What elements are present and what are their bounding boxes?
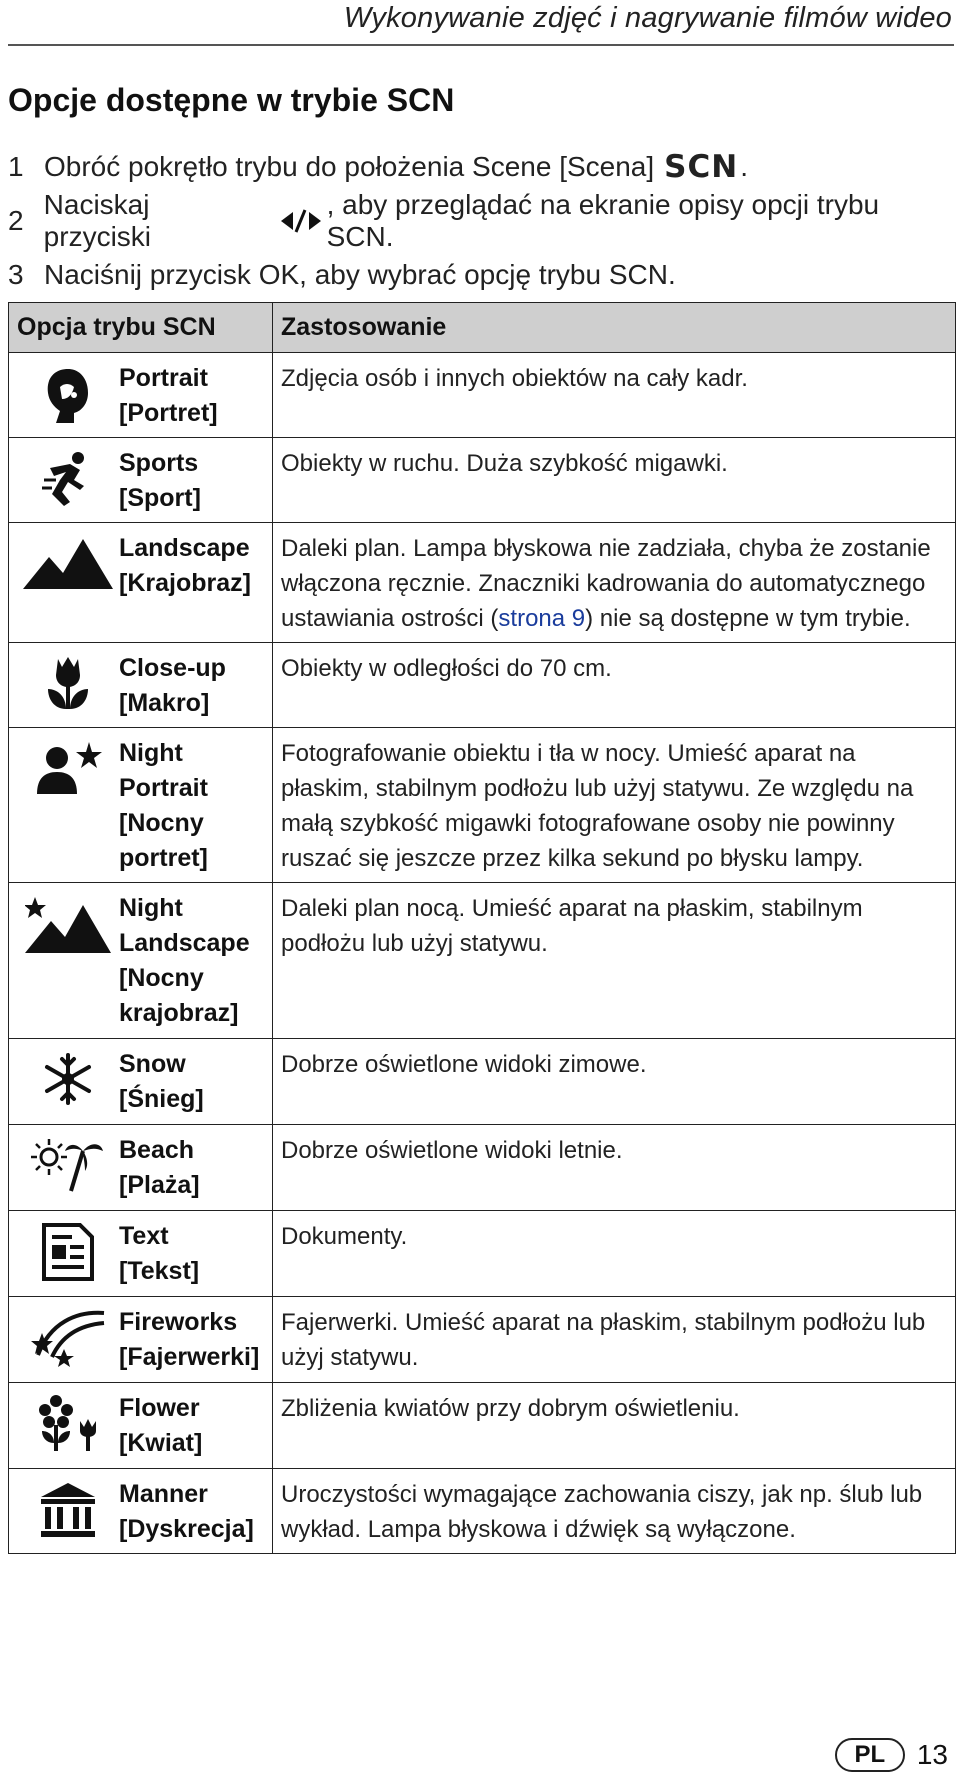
table-row: [9, 1039, 956, 1125]
usage-cell: Zbliżenia kwiatów przy dobrym oświetleniu.: [273, 1383, 956, 1469]
option-label-en: Fireworks: [119, 1308, 238, 1336]
option-label-en: Beach: [119, 1136, 195, 1164]
portrait-icon: [17, 361, 119, 431]
option-label-en: Sports: [119, 449, 199, 477]
scn-mode-glyph: SCN: [664, 149, 739, 185]
table-row: [9, 353, 956, 438]
option-cell: [9, 1469, 273, 1554]
usage-cell: Fajerwerki. Umieść aparat na płaskim, stabilnym podłożu lub użyj statywu.: [273, 1297, 956, 1383]
close-up-icon: [17, 651, 119, 721]
option-label-en: Manner: [119, 1480, 208, 1508]
step-text: Naciskaj przyciski: [43, 189, 152, 252]
option-cell: [9, 1297, 273, 1383]
option-label-en: Close-up: [119, 654, 226, 682]
option-label-en: Text: [119, 1222, 169, 1250]
language-badge: PL: [835, 1738, 905, 1772]
option-cell: [9, 728, 273, 883]
table-row: [9, 1297, 956, 1383]
column-header-usage: Zastosowanie: [273, 303, 956, 353]
option-label-pl-2: portret]: [119, 844, 208, 872]
option-label-en: Night: [119, 739, 183, 767]
night-landscape-icon: [17, 891, 119, 1031]
step-1: [8, 140, 948, 194]
flower-icon: [17, 1391, 119, 1461]
page-link[interactable]: strona 9: [498, 605, 586, 632]
usage-cell: Uroczystości wymagające zachowania ciszy, jak np. ślub lub wykład. Lampa błyskowa i dźwięk są wyłączone.: [273, 1469, 956, 1554]
option-cell: [9, 523, 273, 643]
option-label-en: Snow: [119, 1050, 186, 1078]
option-label-pl: [Sport]: [119, 484, 201, 512]
option-label-pl: [Portret]: [119, 399, 218, 427]
usage-cell: Zdjęcia osób i innych obiektów na cały kadr.: [273, 353, 956, 438]
option-label-pl: [Kwiat]: [119, 1429, 203, 1457]
option-label-pl: [Nocny: [119, 964, 204, 992]
table-row: [9, 728, 956, 883]
step-text: Naciśnij przycisk OK, aby wybrać opcję trybu SCN.: [44, 259, 676, 290]
usage-cell: Dobrze oświetlone widoki zimowe.: [273, 1039, 956, 1125]
option-cell: [9, 883, 273, 1039]
step-3: [8, 248, 948, 302]
text-document-icon: [17, 1219, 119, 1289]
option-label-en: Night: [119, 894, 183, 922]
table-header-row: [9, 303, 956, 353]
option-cell: [9, 1211, 273, 1297]
usage-text: Daleki plan. Lampa błyskowa nie zadziała, chyba że zostanie włączona ręcznie. Znaczniki kadrowania do automatycznego ustawiania ostrości (: [281, 535, 931, 632]
steps-list: [8, 140, 948, 302]
option-label-pl: [Śnieg]: [119, 1085, 204, 1113]
page-header: [8, 0, 954, 46]
page-footer: [835, 1738, 948, 1772]
option-label-pl: [Fajerwerki]: [119, 1343, 260, 1371]
table-row: [9, 523, 956, 643]
left-right-arrows-icon: [279, 207, 323, 235]
option-label-en: Flower: [119, 1394, 200, 1422]
table-row: [9, 1125, 956, 1211]
option-label-pl: [Krajobraz]: [119, 569, 251, 597]
option-label-en-2: Portrait: [119, 774, 208, 802]
usage-cell: [273, 523, 956, 643]
option-cell: [9, 643, 273, 728]
step-number: 2: [8, 205, 24, 236]
table-row: [9, 1211, 956, 1297]
usage-cell: Dokumenty.: [273, 1211, 956, 1297]
landscape-icon: [17, 531, 119, 601]
page-number: 13: [916, 1739, 948, 1770]
table-row: [9, 438, 956, 523]
running-header-title: Wykonywanie zdjęć i nagrywanie filmów wideo: [343, 2, 952, 34]
option-cell: [9, 438, 273, 523]
option-label-en: Portrait: [119, 364, 208, 392]
option-label-en: Landscape: [119, 534, 250, 562]
step-text-end: .: [740, 151, 748, 182]
option-label-pl: [Nocny: [119, 809, 204, 837]
step-2: [8, 189, 948, 252]
fireworks-icon: [17, 1305, 119, 1375]
step-number: 1: [8, 151, 24, 182]
snow-icon: [17, 1047, 119, 1117]
option-label-pl: [Makro]: [119, 689, 210, 717]
night-portrait-icon: [17, 736, 119, 876]
table-row: [9, 1469, 956, 1554]
usage-cell: Daleki plan nocą. Umieść aparat na płaskim, stabilnym podłożu lub użyj statywu.: [273, 883, 956, 1039]
manner-icon: [17, 1477, 119, 1547]
option-label-pl: [Tekst]: [119, 1257, 200, 1285]
scn-options-table: [8, 302, 956, 1554]
section-title: Opcje dostępne w trybie SCN: [8, 82, 455, 118]
usage-text-end: ) nie są dostępne w tym trybie.: [585, 605, 911, 632]
option-label-pl: [Dyskrecja]: [119, 1515, 254, 1543]
usage-cell: Fotografowanie obiektu i tła w nocy. Umieść aparat na płaskim, stabilnym podłożu lub użyj statywu. Ze względu na małą szybkość migawki fotografowane osoby nie powinny ruszać się jeszcze przez kilka sekund po błysku lampy.: [273, 728, 956, 883]
option-label-pl: [Plaża]: [119, 1171, 200, 1199]
column-header-option: Opcja trybu SCN: [9, 303, 273, 353]
option-label-en-2: Landscape: [119, 929, 250, 957]
step-number: 3: [8, 259, 24, 290]
option-cell: [9, 1039, 273, 1125]
usage-cell: Obiekty w odległości do 70 cm.: [273, 643, 956, 728]
option-cell: [9, 353, 273, 438]
sports-icon: [17, 446, 119, 516]
table-row: [9, 883, 956, 1039]
option-cell: [9, 1383, 273, 1469]
table-row: [9, 643, 956, 728]
table-row: [9, 1383, 956, 1469]
option-label-pl-2: krajobraz]: [119, 999, 239, 1027]
beach-icon: [17, 1133, 119, 1203]
usage-cell: Obiekty w ruchu. Duża szybkość migawki.: [273, 438, 956, 523]
step-text: Obróć pokrętło trybu do położenia Scene [Scena]: [44, 151, 655, 182]
usage-cell: Dobrze oświetlone widoki letnie.: [273, 1125, 956, 1211]
option-cell: [9, 1125, 273, 1211]
step-text-end: , aby przeglądać na ekranie opisy opcji trybu SCN.: [326, 189, 880, 252]
